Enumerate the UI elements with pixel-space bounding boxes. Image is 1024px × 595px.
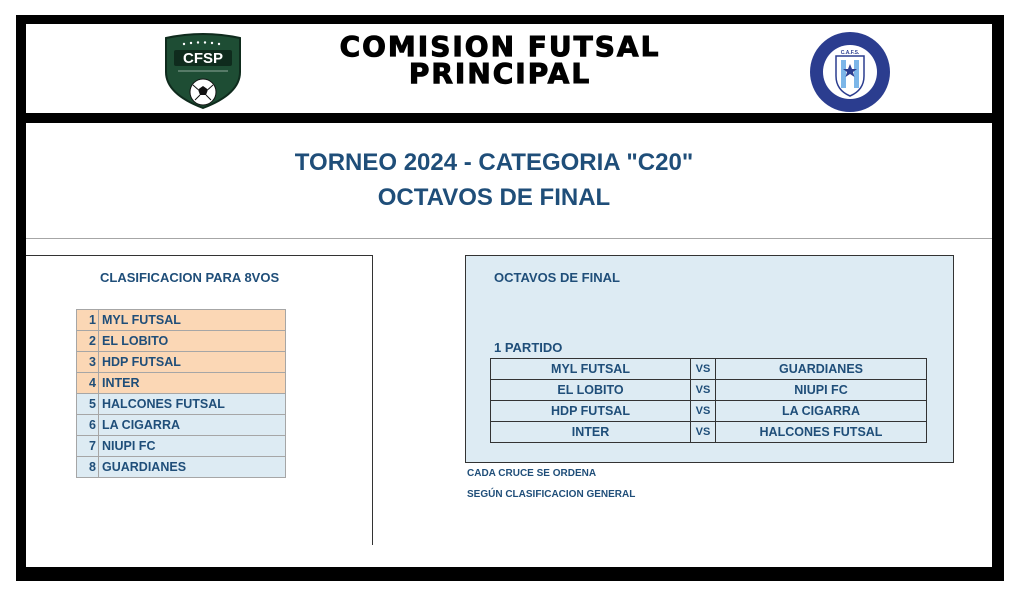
vs-cell: VS [691,422,716,443]
team-cell: INTER [99,373,286,394]
table-row [77,436,286,457]
table-row [491,401,927,422]
position-cell: 5 [77,394,99,415]
tournament-title-line1: TORNEO 2024 - CATEGORIA "C20" [294,149,694,176]
table-row [491,422,927,443]
left-box-right-border [372,255,373,545]
home-team-cell: EL LOBITO [491,380,691,401]
table-row [77,310,286,331]
position-cell: 3 [77,352,99,373]
org-title-line1: COMISION FUTSAL [339,30,661,63]
position-cell: 8 [77,457,99,478]
away-team-cell: NIUPI FC [716,380,927,401]
tournament-title-line2: OCTAVOS DE FINAL [377,184,611,211]
away-team-cell: LA CIGARRA [716,401,927,422]
vs-cell: VS [691,359,716,380]
tournament-title [26,150,962,220]
cfsp-logo-text: CFSP [182,50,224,67]
cfsp-logo [160,32,246,110]
team-cell: HALCONES FUTSAL [99,394,286,415]
team-cell: NIUPI FC [99,436,286,457]
away-team-cell: HALCONES FUTSAL [716,422,927,443]
position-cell: 7 [77,436,99,457]
table-row [491,359,927,380]
standings-table [76,309,286,478]
org-title-line2: PRINCIPAL [408,57,592,90]
home-team-cell: HDP FUTSAL [491,401,691,422]
vs-cell: VS [691,380,716,401]
note-line2: SEGÚN CLASIFICACION GENERAL [467,489,636,500]
vs-cell: VS [691,401,716,422]
octavos-heading: OCTAVOS DE FINAL [494,270,620,285]
table-row [77,457,286,478]
match-heading: 1 PARTIDO [494,340,563,355]
classification-heading: CLASIFICACION PARA 8VOS [100,270,280,285]
cafs-logo [808,30,892,114]
table-row [77,373,286,394]
position-cell: 1 [77,310,99,331]
table-row [77,352,286,373]
left-box-top-border [26,255,373,256]
table-row [77,331,286,352]
table-row [491,380,927,401]
cafs-logo-text: C.A.F.S. [840,50,860,56]
position-cell: 6 [77,415,99,436]
matches-table [490,358,927,443]
org-title [270,30,730,90]
team-cell: LA CIGARRA [99,415,286,436]
team-cell: EL LOBITO [99,331,286,352]
position-cell: 2 [77,331,99,352]
table-row [77,394,286,415]
table-row [77,415,286,436]
team-cell: HDP FUTSAL [99,352,286,373]
home-team-cell: MYL FUTSAL [491,359,691,380]
home-team-cell: INTER [491,422,691,443]
title-divider [26,238,992,239]
team-cell: MYL FUTSAL [99,310,286,331]
away-team-cell: GUARDIANES [716,359,927,380]
team-cell: GUARDIANES [99,457,286,478]
position-cell: 4 [77,373,99,394]
note-line1: CADA CRUCE SE ORDENA [467,468,597,479]
